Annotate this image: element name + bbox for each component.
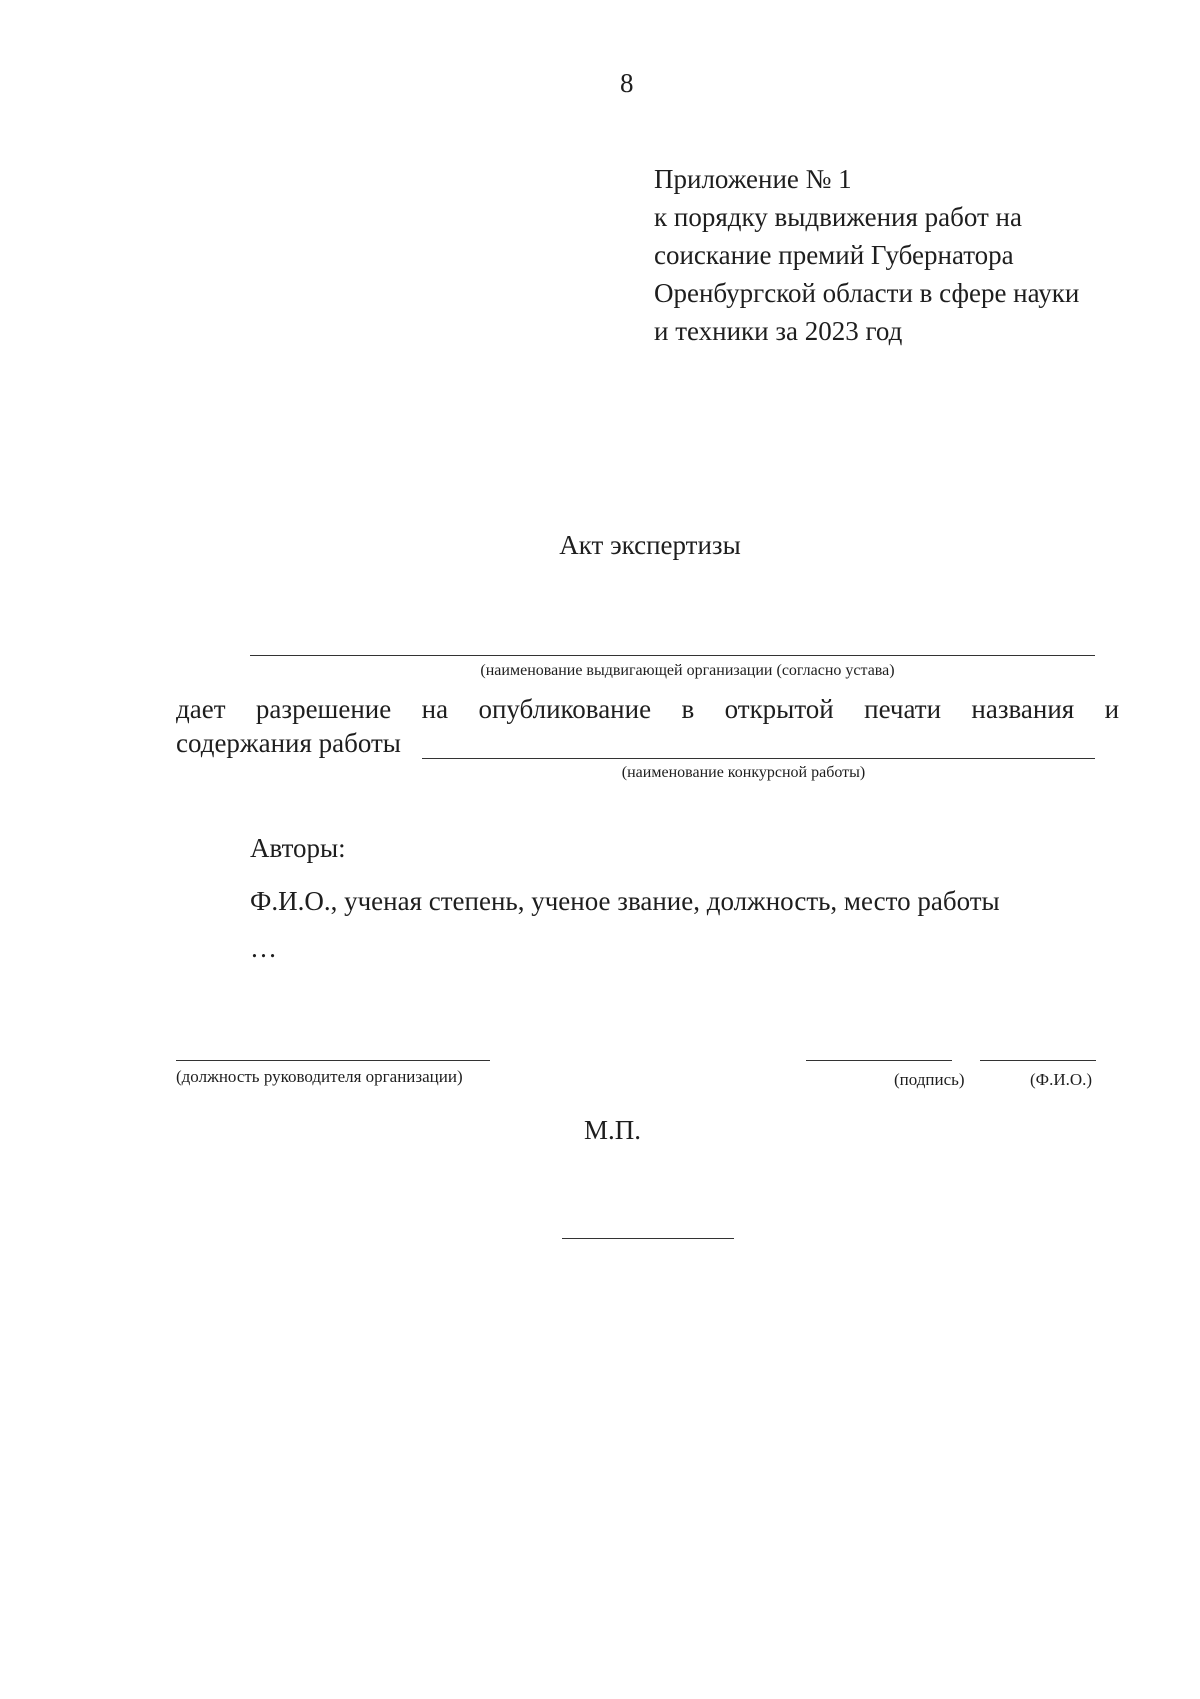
document-title-text: Акт экспертизы [559, 530, 741, 560]
permission-word: печати [864, 694, 942, 724]
appendix-line: соискание премий Губернатора [654, 240, 1014, 270]
permission-word: на [421, 694, 449, 724]
appendix-line: Оренбургской области в сфере науки [654, 278, 1080, 308]
organization-blank-line [250, 655, 1095, 656]
permission-text-line-1 [176, 694, 1119, 725]
permission-word: открытой [724, 694, 834, 724]
document-title [0, 530, 1200, 561]
permission-word: дает [176, 694, 226, 724]
permission-word: опубликование [478, 694, 652, 724]
permission-word: и [1104, 694, 1120, 724]
appendix-header [654, 160, 1174, 350]
permission-word: разрешение [255, 694, 392, 724]
authors-fields: Ф.И.О., ученая степень, ученое звание, должность, место работы [250, 886, 1000, 916]
position-blank-line [176, 1060, 490, 1061]
signature-blank-line [806, 1060, 952, 1061]
signature-caption: (подпись) [894, 1070, 965, 1089]
permission-text-line-2: содержания работы [176, 728, 401, 758]
appendix-line: к порядку выдвижения работ на [654, 202, 1022, 232]
permission-word: названия [971, 694, 1075, 724]
fio-caption: (Ф.И.О.) [1030, 1070, 1093, 1089]
authors-ellipsis: … [250, 933, 277, 963]
fio-blank-line [980, 1060, 1096, 1061]
appendix-line: и техники за 2023 год [654, 316, 903, 346]
permission-word: в [681, 694, 695, 724]
authors-label: Авторы: [250, 833, 346, 863]
appendix-line: Приложение № 1 [654, 164, 852, 194]
work-caption: (наименование конкурсной работы) [621, 764, 866, 781]
end-divider [562, 1238, 734, 1239]
page-number: 8 [620, 68, 634, 98]
organization-caption: (наименование выдвигающей организации (согласно устава) [480, 662, 895, 679]
position-caption: (должность руководителя организации) [176, 1067, 463, 1086]
stamp-place: М.П. [584, 1115, 642, 1145]
work-title-blank-line [422, 758, 1095, 759]
